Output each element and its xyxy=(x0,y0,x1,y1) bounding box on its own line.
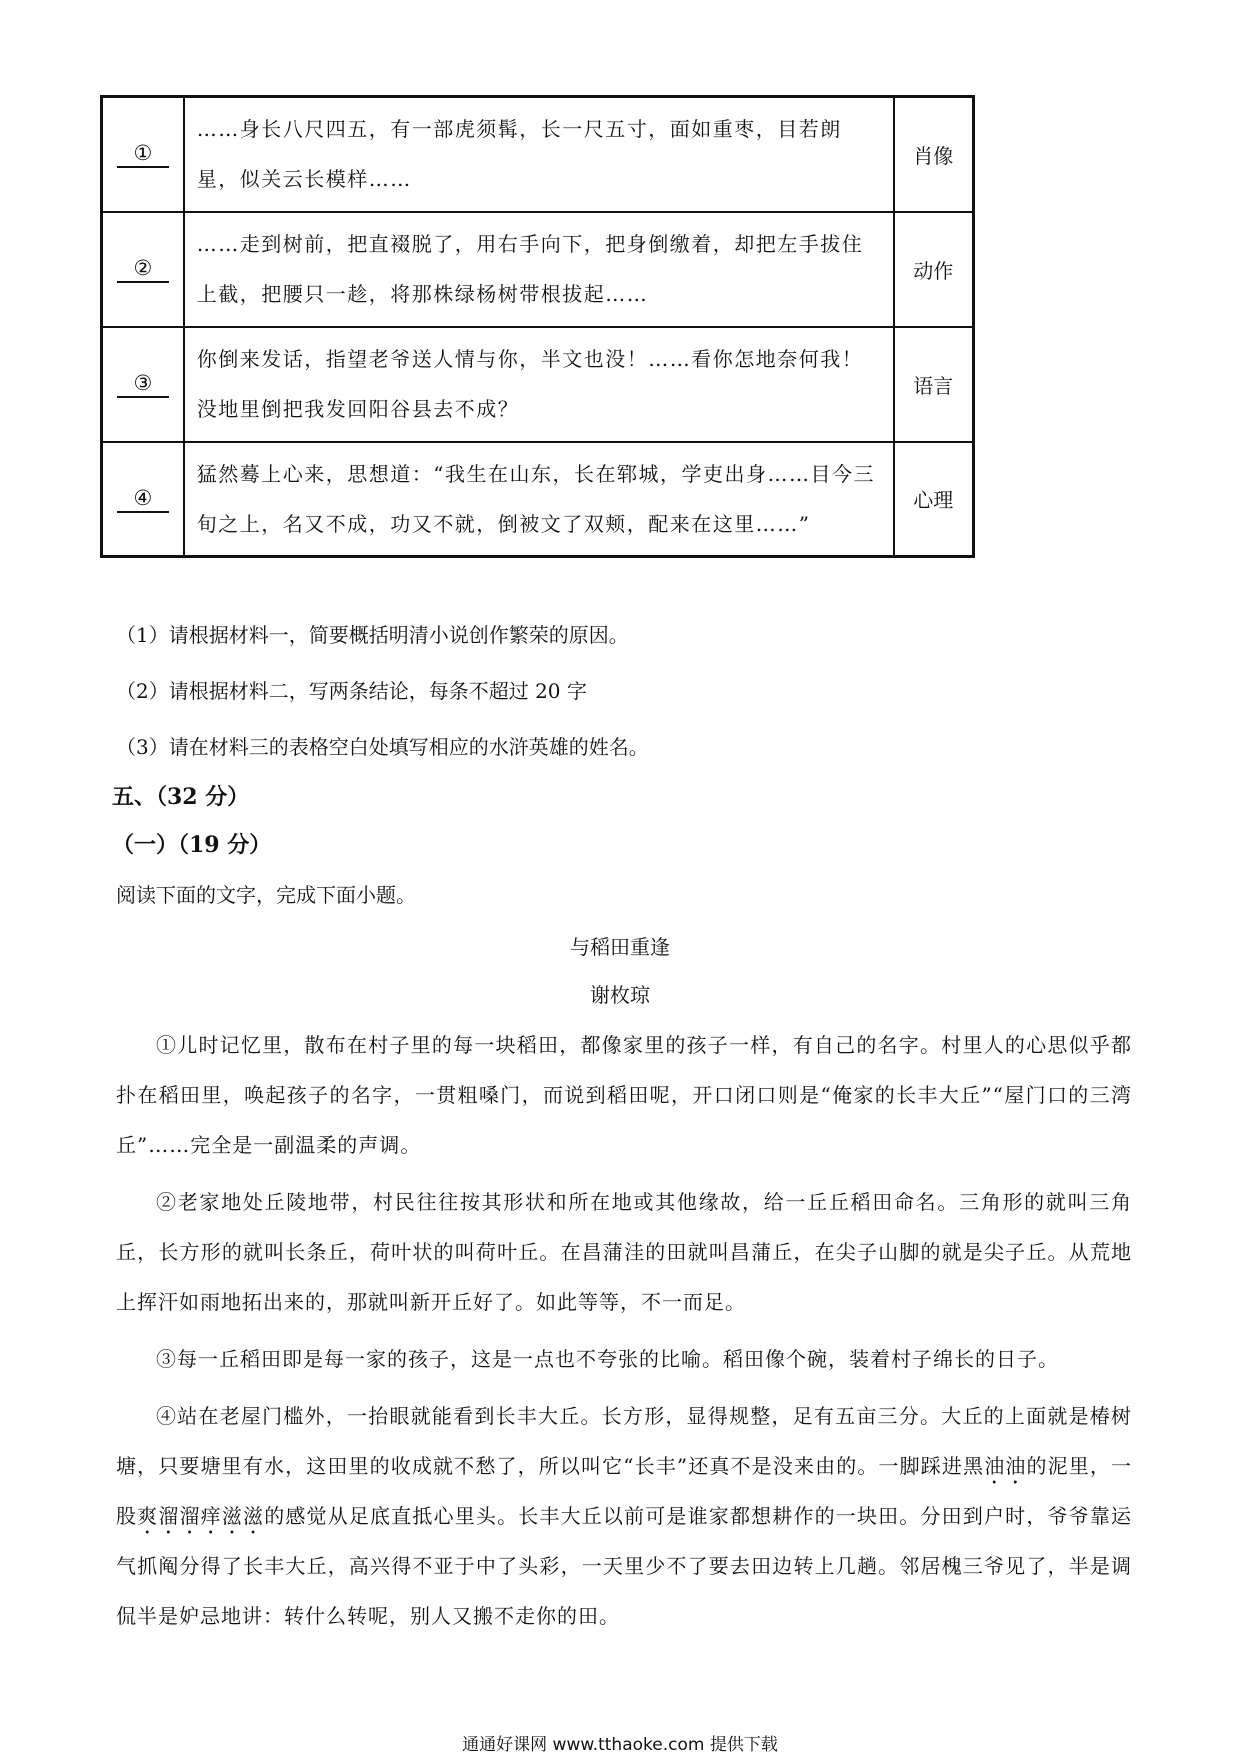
trait-cell: 肖像 xyxy=(894,97,974,212)
section-heading: 五、（32 分） xyxy=(112,784,250,810)
name-blank: ① xyxy=(117,140,169,168)
table-row xyxy=(102,327,974,442)
reading-instruction: 阅读下面的文字，完成下面小题。 xyxy=(116,883,416,907)
name-blank-cell xyxy=(102,327,184,442)
name-blank-cell xyxy=(102,97,184,212)
article-author: 谢枚琼 xyxy=(590,983,650,1007)
trait-cell: 心理 xyxy=(894,442,974,557)
trait-cell: 语言 xyxy=(894,327,974,442)
question-2: （2）请根据材料二，写两条结论，每条不超过 20 字 xyxy=(116,679,587,703)
paragraph-3: ③每一丘稻田即是每一家的孩子，这是一点也不夸张的比喻。稻田像个碗，装着村子绵长的日子。 xyxy=(156,1347,1059,1371)
table-row xyxy=(102,212,974,327)
quote-cell: ……身长八尺四五，有一部虎须髯，长一尺五寸，面如重枣，目若朗星，似关云长模样…… xyxy=(184,97,894,212)
name-blank: ② xyxy=(117,255,169,283)
trait-cell: 动作 xyxy=(894,212,974,327)
paragraph-4-text: ④站在老屋门槛外，一抬眼就能看到长丰大丘。长方形，显得规整，足有五亩三分。大丘的上面就是椿树塘，只要塘里有水，这田里的收成就不愁了，所以叫它“长丰”还真不是没来由的。一脚踩进黑 xyxy=(116,1404,1132,1478)
question-3: （3）请在材料三的表格空白处填写相应的水浒英雄的姓名。 xyxy=(116,735,649,759)
paragraph-4-text: 的泥里，一股 xyxy=(116,1454,1133,1528)
name-blank-cell xyxy=(102,442,184,557)
article-title: 与稻田重逢 xyxy=(570,935,670,959)
paragraph-1: ①儿时记忆里，散布在村子里的每一块稻田，都像家里的孩子一样，有自己的名字。村里人的心思似乎都扑在稻田里，唤起孩子的名字，一贯粗嗓门，而说到稻田呢，开口闭口则是“俺家的长丰大丘”“屋门口的三湾丘”……完全是一副温柔的声调。 xyxy=(116,1033,1132,1157)
article-body xyxy=(116,1020,1132,1648)
subsection-heading: （一）（19 分） xyxy=(112,832,272,858)
table-row xyxy=(102,442,974,557)
name-blank-cell xyxy=(102,212,184,327)
quote-cell: ……走到树前，把直裰脱了，用右手向下，把身倒缴着，却把左手拔住上截，把腰只一趁，将那株绿杨树带根拔起…… xyxy=(184,212,894,327)
paragraph-4 xyxy=(116,1391,1132,1641)
name-blank: ④ xyxy=(117,485,169,513)
emphasized-word: 爽溜溜痒滋滋 xyxy=(137,1504,265,1528)
name-blank: ③ xyxy=(117,370,169,398)
paragraph-4-text: 的感觉从足底直抵心里头。长丰大丘以前可是谁家都想耕作的一块田。分田到户时，爷爷靠运气抓阄分得了长丰大丘，高兴得不亚于中了头彩，一天里少不了要去田边转上几趟。邻居槐三爷见了，半是调侃半是妒忌地讲：转什么转呢，别人又搬不走你的田。 xyxy=(116,1504,1133,1628)
page-footer: 通通好课网 www.tthaoke.com 提供下载 xyxy=(462,1735,778,1755)
paragraph-2: ②老家地处丘陵地带，村民往往按其形状和所在地或其他缘故，给一丘丘稻田命名。三角形的就叫三角丘，长方形的就叫长条丘，荷叶状的叫荷叶丘。在昌蒲洼的田就叫昌蒲丘，在尖子山脚的就是尖子丘。从荒地上挥汗如雨地拓出来的，那就叫新开丘好了。如此等等，不一而足。 xyxy=(116,1190,1132,1314)
quote-cell: 你倒来发话，指望老爷送人情与你，半文也没！……看你怎地奈何我！没地里倒把我发回阳谷县去不成？ xyxy=(184,327,894,442)
quote-cell: 猛然蓦上心来，思想道：“我生在山东，长在郓城，学吏出身……目今三旬之上，名又不成，功又不就，倒被文了双颊，配来在这里……” xyxy=(184,442,894,557)
table-row xyxy=(102,97,974,212)
question-1: （1）请根据材料一，简要概括明清小说创作繁荣的原因。 xyxy=(116,623,629,647)
emphasized-word: 油油 xyxy=(984,1454,1027,1478)
character-description-table xyxy=(100,95,975,558)
